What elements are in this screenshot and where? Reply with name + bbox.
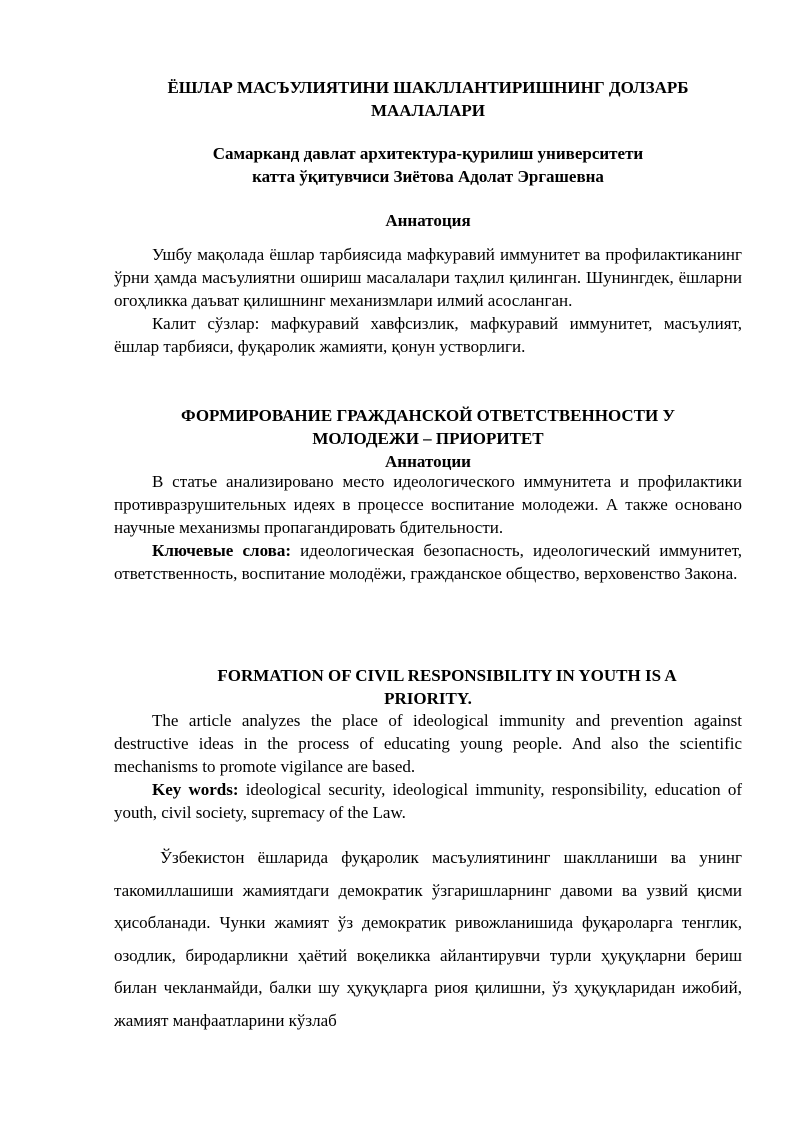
en-keywords <box>114 778 742 824</box>
en-abstract-text: The article analyzes the place of ideological immunity and prevention against destructive ideas in the process of educating young people. And also the scientific mechanisms to promote vigilance are based. <box>114 711 742 776</box>
en-title-line1: FORMATION OF CIVIL RESPONSIBILITY IN YOUTH IS A <box>217 666 677 685</box>
uz-annotation-text: Ушбу мақолада ёшлар тарбиясида мафкуравий иммунитет ва профилактиканинг ўрни ҳамда масъулиятни ошириш масалалари таҳлил қилинган. Шунингдек, ёшларни огоҳликка даъват қилишнинг механизмлари илмий асосланган. <box>114 245 742 310</box>
author-info <box>114 142 742 188</box>
uz-annotation-heading: Аннатоция <box>385 211 471 230</box>
en-title <box>114 664 742 710</box>
ru-annotation-text: В статье анализировано место идеологического иммунитета и профилактики противразрушительных идеях в процессе воспитание молодежи. А также основано научные механизмы пропагандировать бдительности. <box>114 472 742 537</box>
uz-annotation <box>114 243 742 358</box>
ru-annotation-heading: Аннатоции <box>385 452 471 471</box>
body-paragraph: Ўзбекистон ёшларида фуқаролик масъулиятининг шаклланиши ва унинг такомиллашиши жамиятдаги демократик ўзгаришларнинг давоми ва узвий қисми ҳисобланади. Чунки жамият ўз демократик ривожланишида фуқароларга тенглик, озодлик, биродарликни ҳаётий воқеликка айлантирувчи турли ҳуқуқларни бериш билан чекланмайди, балки шу ҳуқуқларга риоя қилишни, ўз ҳуқуқларидан ижобий, жамият манфаатларини кўзлаб <box>114 848 742 1030</box>
en-title-line2: PRIORITY. <box>384 689 472 708</box>
uz-title-line1: ЁШЛАР МАСЪУЛИЯТИНИ ШАКЛЛАНТИРИШНИНГ ДОЛЗАРБ <box>167 78 689 97</box>
uz-title <box>114 76 742 122</box>
en-abstract <box>114 709 742 824</box>
ru-title-line2: МОЛОДЕЖИ – ПРИОРИТЕТ <box>312 429 544 448</box>
uz-keywords-text: Калит сўзлар: мафкуравий хавфсизлик, мафкуравий иммунитет, масъулият, ёшлар тарбияси, фуқаролик жамияти, қонун устворлиги. <box>114 314 742 356</box>
ru-annotation <box>114 470 742 585</box>
ru-keywords <box>114 539 742 585</box>
ru-title <box>114 404 742 473</box>
en-keywords-text: ideological security, ideological immunity, responsibility, education of youth, civil society, supremacy of the Law. <box>114 780 742 822</box>
ru-keywords-label: Ключевые слова: <box>152 541 292 560</box>
ru-keywords-text: идеологическая безопасность, идеологический иммунитет, ответственность, воспитание молодёжи, гражданское общество, верховенство Закона. <box>114 541 743 583</box>
author-line1: Самарканд давлат архитектура-қурилиш университети <box>212 144 644 163</box>
uz-title-line2: МААЛАЛАРИ <box>370 101 486 120</box>
author-line2: катта ўқитувчиси Зиётова Адолат Эргашевна <box>252 167 604 186</box>
ru-title-line1: ФОРМИРОВАНИЕ ГРАЖДАНСКОЙ ОТВЕТСТВЕННОСТИ У <box>181 406 675 425</box>
body-section <box>114 842 742 1037</box>
en-keywords-label: Key words: <box>152 780 239 799</box>
